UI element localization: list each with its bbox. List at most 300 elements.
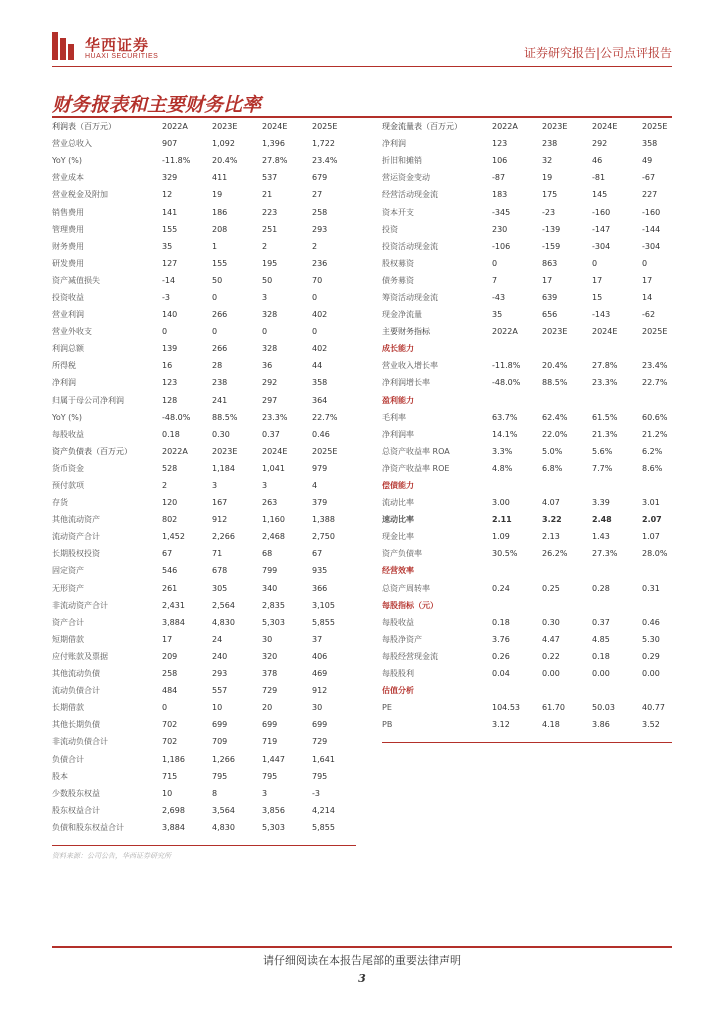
cell-value: 175 — [542, 190, 558, 200]
table-row — [52, 511, 356, 528]
cell-value: 2025E — [642, 327, 668, 337]
cell-value: 0.46 — [312, 429, 330, 439]
cell-value: 795 — [262, 771, 278, 781]
cell-value: 719 — [262, 737, 278, 747]
table-row — [52, 580, 356, 597]
cell-value: 729 — [262, 686, 278, 696]
cell-value: 2,564 — [212, 600, 235, 610]
cell-value: 62.4% — [542, 412, 568, 422]
header-divider — [52, 66, 672, 67]
table-row — [382, 580, 672, 597]
cell-value: 3.76 — [492, 634, 510, 644]
cell-value: 0.26 — [492, 651, 510, 661]
cell-value: 23.3% — [262, 412, 288, 422]
cell-value: 4.85 — [592, 634, 610, 644]
table-row — [382, 631, 672, 648]
cell-value: 378 — [262, 669, 278, 679]
cell-value: -81 — [592, 173, 606, 183]
table-row — [52, 238, 356, 255]
row-label: 利润总额 — [52, 344, 84, 354]
cell-value: 20 — [262, 703, 273, 713]
cell-value: 50 — [212, 275, 223, 285]
row-label: 经营活动现金流 — [382, 190, 438, 200]
cell-value — [642, 477, 672, 494]
cell-value: 258 — [162, 669, 178, 679]
cell-value: 528 — [162, 463, 178, 473]
cell-value: 907 — [162, 139, 178, 149]
table-row — [52, 562, 356, 579]
table-row — [382, 272, 672, 289]
row-label: 股权募资 — [382, 258, 414, 268]
table-row — [382, 511, 672, 528]
cell-value: 0.00 — [642, 669, 660, 679]
cell-value: 0.18 — [492, 617, 510, 627]
cell-value: 379 — [312, 498, 328, 508]
cell-value: 50.03 — [592, 703, 615, 713]
row-label: 资产合计 — [52, 617, 84, 627]
row-label: 资产负债率 — [382, 549, 422, 559]
cell-value: 912 — [212, 515, 228, 525]
row-label: 成长能力 — [382, 344, 414, 354]
cell-value: 88.5% — [542, 378, 568, 388]
cell-value: 27.3% — [592, 549, 618, 559]
cell-value: 30.5% — [492, 549, 518, 559]
cell-value: 2 — [312, 241, 318, 251]
row-label: 所得税 — [52, 361, 76, 371]
cell-value: 469 — [312, 669, 328, 679]
table-row — [52, 169, 356, 186]
row-label: 负债和股东权益合计 — [52, 822, 124, 832]
cell-value — [492, 477, 542, 494]
row-label: 每股收益 — [52, 429, 84, 439]
cell-value: 23.4% — [312, 156, 338, 166]
row-label: 研发费用 — [52, 258, 84, 268]
cell-value: 61.70 — [542, 703, 565, 713]
cell-value — [592, 477, 642, 494]
cell-value: 715 — [162, 771, 178, 781]
cell-value: -11.8% — [162, 156, 191, 166]
cell-value: 17 — [162, 634, 173, 644]
cell-value: -160 — [592, 207, 611, 217]
cell-value: 5.6% — [592, 446, 613, 456]
cell-value — [542, 562, 592, 579]
row-label: 折旧和摊销 — [382, 156, 422, 166]
cell-value: 240 — [212, 651, 228, 661]
cell-value: -3 — [162, 292, 170, 302]
row-label: 流动比率 — [382, 498, 414, 508]
table-subheader — [382, 597, 672, 614]
cell-value: 2025E — [312, 446, 338, 456]
table-row — [52, 374, 356, 391]
row-label: PE — [382, 703, 392, 713]
cell-value: 183 — [492, 190, 508, 200]
cell-value: 1,186 — [162, 754, 185, 764]
row-label: 货币资金 — [52, 463, 84, 473]
cell-value: 26.2% — [542, 549, 568, 559]
row-label: 非流动负债合计 — [52, 737, 108, 747]
row-label: 现金流量表（百万元） — [382, 122, 462, 132]
cell-value: 1.07 — [642, 532, 660, 542]
cell-value: 67 — [312, 549, 323, 559]
row-label: 其他流动资产 — [52, 515, 100, 525]
table-row — [52, 699, 356, 716]
row-label: 每股经营现金流 — [382, 651, 438, 661]
cell-value: 2024E — [592, 122, 618, 132]
cell-value: 557 — [212, 686, 228, 696]
row-label: 营业总收入 — [52, 139, 92, 149]
cell-value: 2,468 — [262, 532, 285, 542]
row-label: 净利润 — [382, 139, 406, 149]
cell-value — [542, 682, 592, 699]
table-row — [382, 648, 672, 665]
row-label: 营业收入增长率 — [382, 361, 438, 371]
table-row — [52, 750, 356, 767]
table-row — [382, 409, 672, 426]
cell-value: 32 — [542, 156, 553, 166]
cell-value: 305 — [212, 583, 228, 593]
cell-value: 2024E — [592, 327, 618, 337]
legal-disclaimer: 请仔细阅读在本报告尾部的重要法律声明 — [263, 954, 461, 967]
table-row — [52, 631, 356, 648]
row-label: YoY (%) — [52, 156, 82, 166]
row-label: 每股指标（元） — [382, 600, 438, 610]
cell-value: 120 — [162, 498, 178, 508]
row-label: 营业利润 — [52, 310, 84, 320]
table-row — [52, 306, 356, 323]
table-row — [382, 426, 672, 443]
cell-value: 20.4% — [212, 156, 238, 166]
right-financial-table — [382, 118, 672, 733]
cell-value: 0.22 — [542, 651, 560, 661]
cell-value: 2,431 — [162, 600, 185, 610]
cell-value: 16 — [162, 361, 173, 371]
cell-value: 328 — [262, 344, 278, 354]
cell-value: 46 — [592, 156, 603, 166]
row-label: 投资收益 — [52, 292, 84, 302]
cell-value: 402 — [312, 310, 328, 320]
cell-value: 238 — [212, 378, 228, 388]
row-label: 资本开支 — [382, 207, 414, 217]
cell-value: 358 — [312, 378, 328, 388]
cell-value: 0 — [262, 327, 268, 337]
row-label: PB — [382, 720, 393, 730]
table-row — [382, 699, 672, 716]
cell-value: 3.86 — [592, 720, 610, 730]
page-number: 3 — [358, 972, 366, 985]
table-section-header — [52, 118, 356, 135]
row-label: 股东权益合计 — [52, 805, 100, 815]
cell-value: 17 — [542, 275, 553, 285]
cell-value: 1,447 — [262, 754, 285, 764]
cell-value: 21.2% — [642, 429, 668, 439]
row-label: 投资 — [382, 224, 398, 234]
cell-value — [592, 597, 642, 614]
table-row — [382, 545, 672, 562]
cell-value: 127 — [162, 258, 178, 268]
cell-value: 1.09 — [492, 532, 510, 542]
row-label: 负债合计 — [52, 754, 84, 764]
cell-value: -48.0% — [492, 378, 521, 388]
cell-value: -139 — [542, 224, 561, 234]
left-table-bottom-rule — [52, 845, 356, 846]
cell-value: 2022A — [162, 446, 188, 456]
row-label: 每股股利 — [382, 669, 414, 679]
table-subheader — [382, 340, 672, 357]
cell-value: -147 — [592, 224, 611, 234]
table-row — [382, 357, 672, 374]
cell-value: 20.4% — [542, 361, 568, 371]
table-row — [52, 785, 356, 802]
cell-value: 411 — [212, 173, 228, 183]
cell-value: 4.18 — [542, 720, 560, 730]
row-label: 少数股东权益 — [52, 788, 100, 798]
table-row — [52, 357, 356, 374]
cell-value: 209 — [162, 651, 178, 661]
cell-value: 1,041 — [262, 463, 285, 473]
row-label: 现金净流量 — [382, 310, 422, 320]
cell-value: -43 — [492, 292, 506, 302]
cell-value: 1,092 — [212, 139, 235, 149]
table-row — [382, 289, 672, 306]
cell-value: 186 — [212, 207, 228, 217]
cell-value: 35 — [162, 241, 173, 251]
cell-value: -304 — [592, 241, 611, 251]
row-label: 财务费用 — [52, 241, 84, 251]
cell-value: 863 — [542, 258, 558, 268]
cell-value: 0 — [642, 258, 648, 268]
cell-value: 140 — [162, 310, 178, 320]
cell-value: 106 — [492, 156, 508, 166]
cell-value: 22.7% — [642, 378, 668, 388]
cell-value: 49 — [642, 156, 653, 166]
cell-value: -143 — [592, 310, 611, 320]
table-row — [382, 460, 672, 477]
cell-value: 0.37 — [592, 617, 610, 627]
cell-value: 320 — [262, 651, 278, 661]
cell-value: 5,855 — [312, 822, 335, 832]
row-label: 其他长期负债 — [52, 720, 100, 730]
row-label: 短期借款 — [52, 634, 84, 644]
cell-value: 23.3% — [592, 378, 618, 388]
cell-value: 2024E — [262, 122, 288, 132]
row-label: 每股净资产 — [382, 634, 422, 644]
cell-value: 4,830 — [212, 822, 235, 832]
cell-value: 2 — [262, 241, 268, 251]
cell-value: 1.43 — [592, 532, 610, 542]
table-row — [382, 494, 672, 511]
cell-value: 3 — [262, 481, 268, 491]
cell-value: 709 — [212, 737, 228, 747]
cell-value: 699 — [312, 720, 328, 730]
cell-value: 19 — [542, 173, 553, 183]
table-row — [52, 135, 356, 152]
cell-value: 23.4% — [642, 361, 668, 371]
row-label: 偿债能力 — [382, 481, 414, 491]
cell-value: 251 — [262, 224, 278, 234]
left-financial-table — [52, 118, 356, 836]
cell-value: 795 — [212, 771, 228, 781]
row-label: 存货 — [52, 498, 68, 508]
cell-value: -11.8% — [492, 361, 521, 371]
cell-value: 208 — [212, 224, 228, 234]
row-label: 固定资产 — [52, 566, 84, 576]
cell-value: 28 — [212, 361, 223, 371]
table-row — [52, 802, 356, 819]
report-type: 证券研究报告|公司点评报告 — [523, 46, 672, 60]
cell-value: 227 — [642, 190, 658, 200]
section-title: 财务报表和主要财务比率 — [52, 94, 262, 116]
cell-value: 1,266 — [212, 754, 235, 764]
cell-value: 0.46 — [642, 617, 660, 627]
cell-value: 364 — [312, 395, 328, 405]
table-row — [52, 186, 356, 203]
cell-value: 1,452 — [162, 532, 185, 542]
cell-value: 12 — [162, 190, 173, 200]
cell-value: 104.53 — [492, 703, 520, 713]
cell-value: 795 — [312, 771, 328, 781]
cell-value: 21.3% — [592, 429, 618, 439]
cell-value: 0.24 — [492, 583, 510, 593]
cell-value: -62 — [642, 310, 656, 320]
cell-value: 679 — [312, 173, 328, 183]
cell-value: 15 — [592, 292, 603, 302]
cell-value: 2.48 — [592, 515, 612, 525]
cell-value: 4.07 — [542, 498, 560, 508]
cell-value — [542, 477, 592, 494]
cell-value: 3,105 — [312, 600, 335, 610]
cell-value: 128 — [162, 395, 178, 405]
row-label: 归属于母公司净利润 — [52, 395, 124, 405]
cell-value: 6.2% — [642, 446, 663, 456]
cell-value: 238 — [542, 139, 558, 149]
cell-value: 2,835 — [262, 600, 285, 610]
cell-value: 5.30 — [642, 634, 660, 644]
cell-value: 4,830 — [212, 617, 235, 627]
cell-value: 402 — [312, 344, 328, 354]
row-label: 估值分析 — [382, 686, 414, 696]
table-row — [52, 392, 356, 409]
cell-value: 678 — [212, 566, 228, 576]
cell-value: 3.12 — [492, 720, 510, 730]
cell-value: -48.0% — [162, 412, 191, 422]
cell-value: 2023E — [212, 122, 238, 132]
cell-value: 71 — [212, 549, 223, 559]
cell-value: 5,303 — [262, 822, 285, 832]
table-row — [382, 238, 672, 255]
cell-value: -304 — [642, 241, 661, 251]
table-row — [52, 152, 356, 169]
cell-value: 30 — [262, 634, 273, 644]
table-row — [52, 768, 356, 785]
cell-value: 2022A — [162, 122, 188, 132]
cell-value: 14.1% — [492, 429, 518, 439]
table-row — [52, 409, 356, 426]
cell-value: 17 — [592, 275, 603, 285]
cell-value: 10 — [212, 703, 223, 713]
cell-value: 27.8% — [262, 156, 288, 166]
row-label: YoY (%) — [52, 412, 82, 422]
cell-value: 3.3% — [492, 446, 513, 456]
cell-value: 63.7% — [492, 412, 518, 422]
table-row — [382, 665, 672, 682]
cell-value: 5,303 — [262, 617, 285, 627]
cell-value: 2023E — [212, 446, 238, 456]
cell-value: 3,884 — [162, 822, 185, 832]
table-row — [382, 135, 672, 152]
cell-value: 3.22 — [542, 515, 562, 525]
right-table-bottom-rule — [382, 742, 672, 743]
cell-value: 2022A — [492, 122, 518, 132]
cell-value: 263 — [262, 498, 278, 508]
row-label: 销售费用 — [52, 207, 84, 217]
cell-value: 0 — [312, 327, 318, 337]
cell-value: 3,856 — [262, 805, 285, 815]
cell-value: 3 — [262, 292, 268, 302]
cell-value: 802 — [162, 515, 178, 525]
cell-value — [642, 597, 672, 614]
row-label: 每股收益 — [382, 617, 414, 627]
cell-value: 0.29 — [642, 651, 660, 661]
cell-value: 3.52 — [642, 720, 660, 730]
cell-value: 50 — [262, 275, 273, 285]
cell-value: 2,750 — [312, 532, 335, 542]
table-row — [382, 716, 672, 733]
cell-value: 0 — [312, 292, 318, 302]
table-row — [52, 665, 356, 682]
table-row — [52, 221, 356, 238]
table-row — [382, 528, 672, 545]
cell-value: 979 — [312, 463, 328, 473]
brand-name-cn: 华西证券 — [85, 36, 150, 54]
cell-value: 2.11 — [492, 515, 512, 525]
row-label: 利润表（百万元） — [52, 122, 116, 132]
cell-value: 4 — [312, 481, 318, 491]
cell-value: 0.04 — [492, 669, 510, 679]
cell-value: 2.13 — [542, 532, 560, 542]
cell-value — [492, 562, 542, 579]
table-row — [382, 186, 672, 203]
cell-value — [642, 392, 672, 409]
cell-value: 484 — [162, 686, 178, 696]
table-row — [52, 255, 356, 272]
row-label: 净利润率 — [382, 429, 414, 439]
cell-value — [542, 392, 592, 409]
cell-value — [642, 340, 672, 357]
cell-value: 935 — [312, 566, 328, 576]
cell-value: 2025E — [642, 122, 668, 132]
cell-value: 2,266 — [212, 532, 235, 542]
row-label: 流动资产合计 — [52, 532, 100, 542]
cell-value: 0.31 — [642, 583, 660, 593]
row-label: 管理费用 — [52, 224, 84, 234]
table-row — [52, 682, 356, 699]
cell-value: 2025E — [312, 122, 338, 132]
cell-value: 139 — [162, 344, 178, 354]
cell-value: 0 — [212, 292, 218, 302]
cell-value: 37 — [312, 634, 323, 644]
cell-value: 2,698 — [162, 805, 185, 815]
cell-value: 1,722 — [312, 139, 335, 149]
cell-value: 639 — [542, 292, 558, 302]
cell-value — [492, 597, 542, 614]
table-section-header — [382, 118, 672, 135]
table-row — [382, 169, 672, 186]
table-row — [52, 426, 356, 443]
cell-value: 258 — [312, 207, 328, 217]
cell-value: 2024E — [262, 446, 288, 456]
cell-value: 656 — [542, 310, 558, 320]
row-label: 长期股权投资 — [52, 549, 100, 559]
